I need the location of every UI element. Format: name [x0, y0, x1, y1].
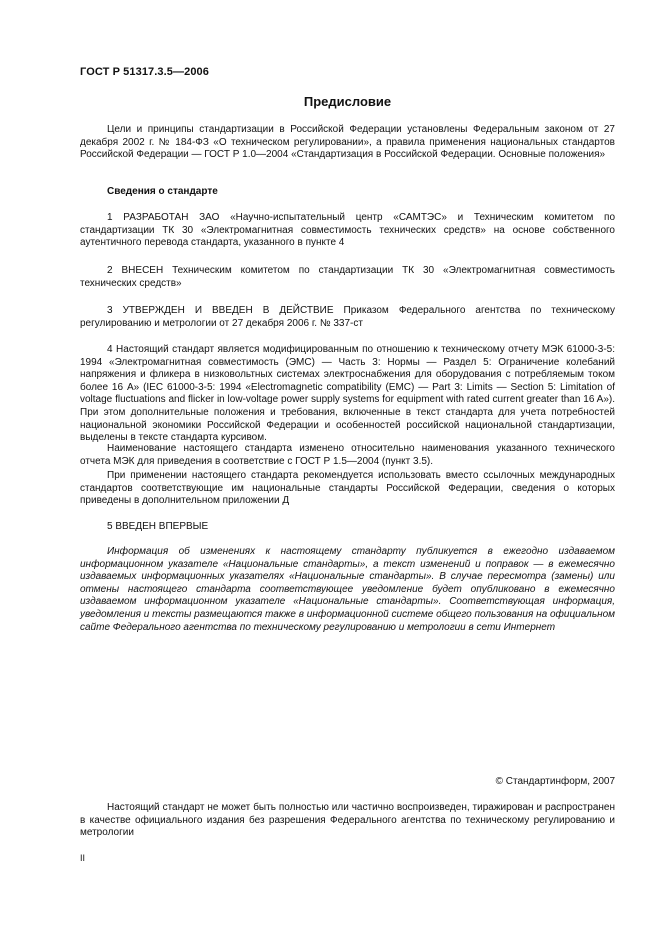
copyright-line: © Стандартинформ, 2007 [495, 776, 615, 787]
item-5-paragraph: 5 ВВЕДЕН ВПЕРВЫЕ [107, 521, 209, 532]
item-2-paragraph: 2 ВНЕСЕН Техническим комитетом по стандартизации ТК 30 «Электромагнитная совместимость технических средств» [80, 265, 615, 289]
item-4-paragraph: 4 Настоящий стандарт является модифицированным по отношению к техническому отчету МЭК 61000-3-5: 1994 «Электромагнитная совместимость (ЭМС) — Часть 3: Нормы — Раздел 5: Ограничение колебаний напряжения и фликера в низковольтных системах электроснабжения для оборудования с потребляемым током более 16 А» (IEC 61000-3-5: 1994 «Electromagnetic compatibility (EMC) — Part 3: Limits — Section 5: Limitation of voltage fluctuations and flicker in low-voltage power supply systems for equipment with rated current greater than 16 A»). При этом дополнительные положения и требования, включенные в текст стандарта для учета потребностей национальной экономики Российской Федерации и особенностей российской национальной стандартизации, выделены в тексте стандарта курсивом. [80, 344, 615, 444]
section-heading: Сведения о стандарте [107, 186, 218, 197]
info-notice-paragraph: Информация об изменениях к настоящему стандарту публикуется в ежегодно издаваемом информационном указателе «Национальные стандарты», а текст изменений и поправок — в ежемесячно издаваемых информационных указателях «Национальные стандарты». В случае пересмотра (замены) или отмены настоящего стандарта соответствующее уведомление будет опубликовано в ежемесячно издаваемом информационном указателе «Национальные стандарты». Соответствующая информация, уведомления и тексты размещаются также в информационной системе общего пользования на официальном сайте Федерального агентства по техническому регулированию и метрологии в сети Интернет [80, 546, 615, 633]
item-4-reference-note: При применении настоящего стандарта рекомендуется использовать вместо ссылочных международных стандартов соответствующие им национальные стандарты Российской Федерации, сведения о которых приведены в дополнительном приложении Д [80, 470, 615, 507]
item-3-paragraph: 3 УТВЕРЖДЕН И ВВЕДЕН В ДЕЙСТВИЕ Приказом Федерального агентства по техническому регулированию и метрологии от 27 декабря 2006 г. № 337-ст [80, 305, 615, 329]
page-number: II [80, 853, 86, 863]
rights-notice-paragraph: Настоящий стандарт не может быть полностью или частично воспроизведен, тиражирован и распространен в качестве официального издания без разрешения Федерального агентства по техническому регулированию и метрологии [80, 802, 615, 839]
standard-id-header: ГОСТ Р 51317.3.5—2006 [80, 66, 209, 78]
item-1-paragraph: 1 РАЗРАБОТАН ЗАО «Научно-испытательный центр «САМТЭС» и Техническим комитетом по стандартизации ТК 30 «Электромагнитная совместимость технических средств» на основе собственного аутентичного перевода стандарта, указанного в пункте 4 [80, 212, 615, 249]
intro-paragraph: Цели и принципы стандартизации в Российской Федерации установлены Федеральным законом от 27 декабря 2002 г. № 184-ФЗ «О техническом регулировании», а правила применения национальных стандартов Российской Федерации — ГОСТ Р 1.0—2004 «Стандартизация в Российской Федерации. Основные положения» [80, 124, 615, 161]
item-4-name-note: Наименование настоящего стандарта изменено относительно наименования указанного технического отчета МЭК для приведения в соответствие с ГОСТ Р 1.5—2004 (пункт 3.5). [80, 443, 615, 467]
page-title: Предисловие [303, 94, 392, 109]
